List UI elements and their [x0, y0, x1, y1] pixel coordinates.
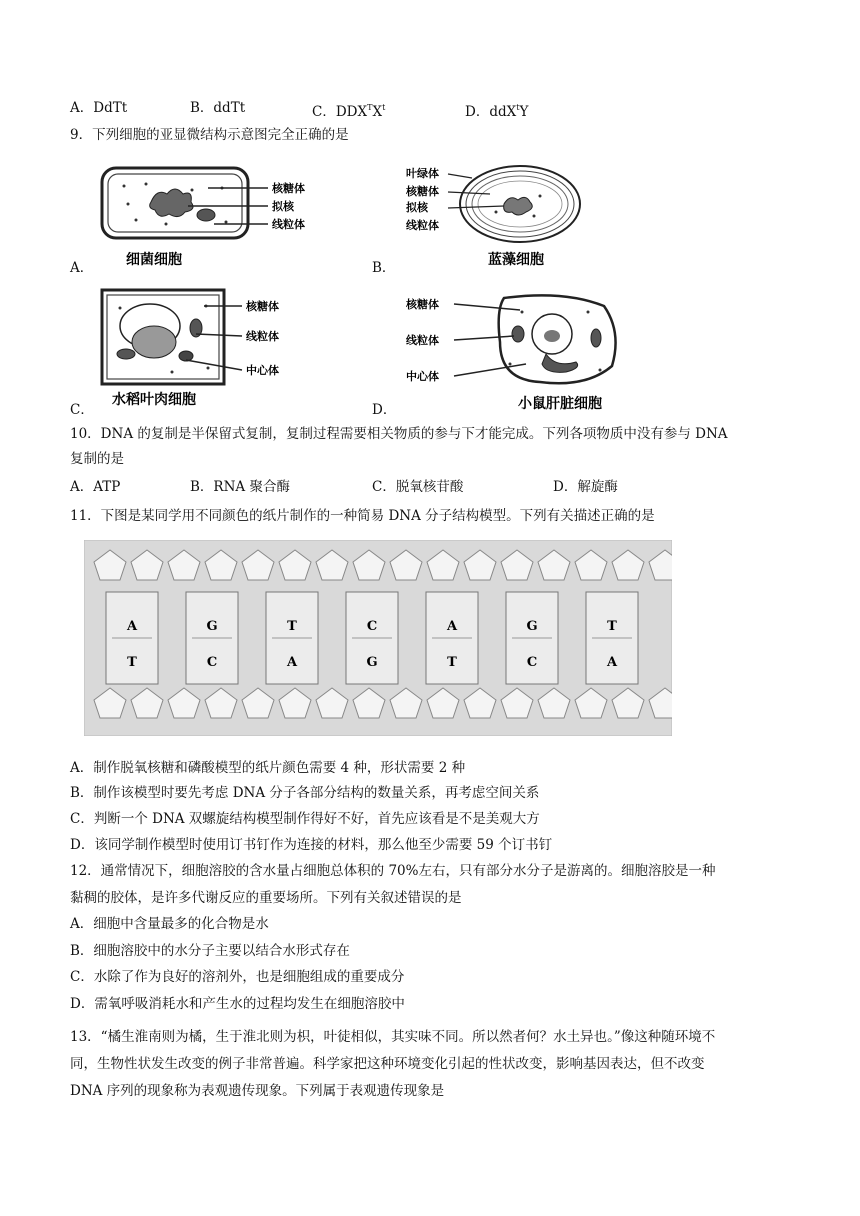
q8-option-a: A．DdTt	[70, 100, 128, 116]
bacteria-cell-figure	[96, 160, 386, 272]
fig-a-label-ribosome: 核糖体	[272, 182, 305, 195]
fig-c-label-mitochondria: 线粒体	[246, 330, 279, 343]
base-label-top: T	[287, 619, 297, 634]
rice-leaf-cell-figure	[96, 284, 356, 414]
q12-option-b: B．细胞溶胶中的水分子主要以结合水形式存在	[70, 943, 350, 959]
q9-option-c: C．	[70, 402, 94, 418]
base-label-bottom: T	[447, 655, 457, 670]
fig-b-label-chloroplast: 叶绿体	[406, 167, 439, 180]
q12-option-a: A．细胞中含量最多的化合物是水	[70, 916, 269, 932]
q10-option-c: C．脱氧核苷酸	[372, 479, 464, 495]
fig-a-label-nucleoid: 拟核	[272, 200, 294, 213]
q9-option-d: D．	[372, 402, 397, 418]
fig-d-label-centriole: 中心体	[406, 370, 439, 383]
q10-option-a: A．ATP	[70, 479, 121, 495]
base-label-top: A	[126, 619, 138, 634]
q11-option-d: D．该同学制作模型时使用订书钉作为连接的材料，那么他至少需要 59 个订书钉	[70, 837, 553, 853]
base-label-bottom: C	[206, 655, 218, 670]
q10-option-b: B．RNA 聚合酶	[190, 479, 290, 495]
q8-option-d: D．ddX$^t$Y	[465, 103, 529, 120]
fig-c-label-centriole: 中心体	[246, 364, 279, 377]
fig-a-caption: 细菌细胞	[126, 252, 182, 268]
fig-c-label-ribosome: 核糖体	[246, 300, 279, 313]
q9-option-b: B．	[372, 260, 396, 276]
q12-option-c: C．水除了作为良好的溶剂外，也是细胞组成的重要成分	[70, 969, 405, 985]
fig-c-caption: 水稻叶肉细胞	[112, 392, 196, 408]
cyanobacteria-cell-figure	[400, 160, 600, 272]
dna-model-photo	[84, 540, 672, 736]
q13-stem-line3: DNA 序列的现象称为表观遗传现象。下列属于表观遗传现象是	[70, 1083, 445, 1099]
base-label-top: G	[526, 619, 538, 634]
q8-option-b: B．ddTt	[190, 100, 246, 116]
base-label-bottom: A	[286, 655, 298, 670]
q12-option-d: D．需氧呼吸消耗水和产生水的过程均发生在细胞溶胶中	[70, 996, 405, 1012]
base-label-bottom: A	[606, 655, 618, 670]
fig-d-label-mitochondria: 线粒体	[406, 334, 439, 347]
q11-option-c: C．判断一个 DNA 双螺旋结构模型制作得好不好，首先应该看是不是美观大方	[70, 811, 540, 827]
fig-a-label-mitochondria: 线粒体	[272, 218, 305, 231]
q12-stem-line2: 黏稠的胶体，是许多代谢反应的重要场所。下列有关叙述错误的是	[70, 890, 462, 906]
q9-option-a: A．	[70, 260, 94, 276]
q10-stem-line1: 10．DNA 的复制是半保留式复制，复制过程需要相关物质的参与下才能完成。下列各项物质中没有参与 DNA	[70, 426, 728, 442]
q11-option-a: A．制作脱氧核糖和磷酸模型的纸片颜色需要 4 种，形状需要 2 种	[70, 760, 466, 776]
fig-b-caption: 蓝藻细胞	[488, 252, 544, 268]
fig-b-label-mitochondria: 线粒体	[406, 219, 439, 232]
fig-d-label-ribosome: 核糖体	[406, 298, 439, 311]
base-label-top: T	[607, 619, 617, 634]
q10-stem-line2: 复制的是	[70, 451, 124, 467]
q12-stem-line1: 12．通常情况下，细胞溶胶的含水量占细胞总体积的 70%左右，只有部分水分子是游离的。细胞溶胶是一种	[70, 863, 716, 879]
base-label-bottom: G	[366, 655, 378, 670]
base-label-top: G	[206, 619, 218, 634]
q11-stem: 11．下图是某同学用不同颜色的纸片制作的一种简易 DNA 分子结构模型。下列有关描述正确的是	[70, 508, 655, 524]
q11-option-b: B．制作该模型时要先考虑 DNA 分子各部分结构的数量关系，再考虑空间关系	[70, 785, 540, 801]
q8-option-c: C．$DDX^TX^t$	[312, 103, 386, 120]
fig-d-caption: 小鼠肝脏细胞	[518, 396, 602, 412]
fig-b-label-ribosome: 核糖体	[406, 185, 439, 198]
base-label-bottom: C	[526, 655, 538, 670]
q13-stem-line1: 13．“橘生淮南则为橘，生于淮北则为枳，叶徒相似，其实味不同。所以然者何？水土异也。”像这种随环境不	[70, 1029, 716, 1045]
base-label-bottom: T	[127, 655, 137, 670]
fig-b-label-nucleoid: 拟核	[406, 201, 428, 214]
base-label-top: A	[446, 619, 458, 634]
mouse-liver-cell-figure	[400, 284, 640, 414]
q9-stem: 9．下列细胞的亚显微结构示意图完全正确的是	[70, 127, 349, 143]
q10-option-d: D．解旋酶	[553, 479, 618, 495]
base-label-top: C	[366, 619, 378, 634]
q13-stem-line2: 同，生物性状发生改变的例子非常普遍。科学家把这种环境变化引起的性状改变，影响基因表达，但不改变	[70, 1056, 705, 1072]
